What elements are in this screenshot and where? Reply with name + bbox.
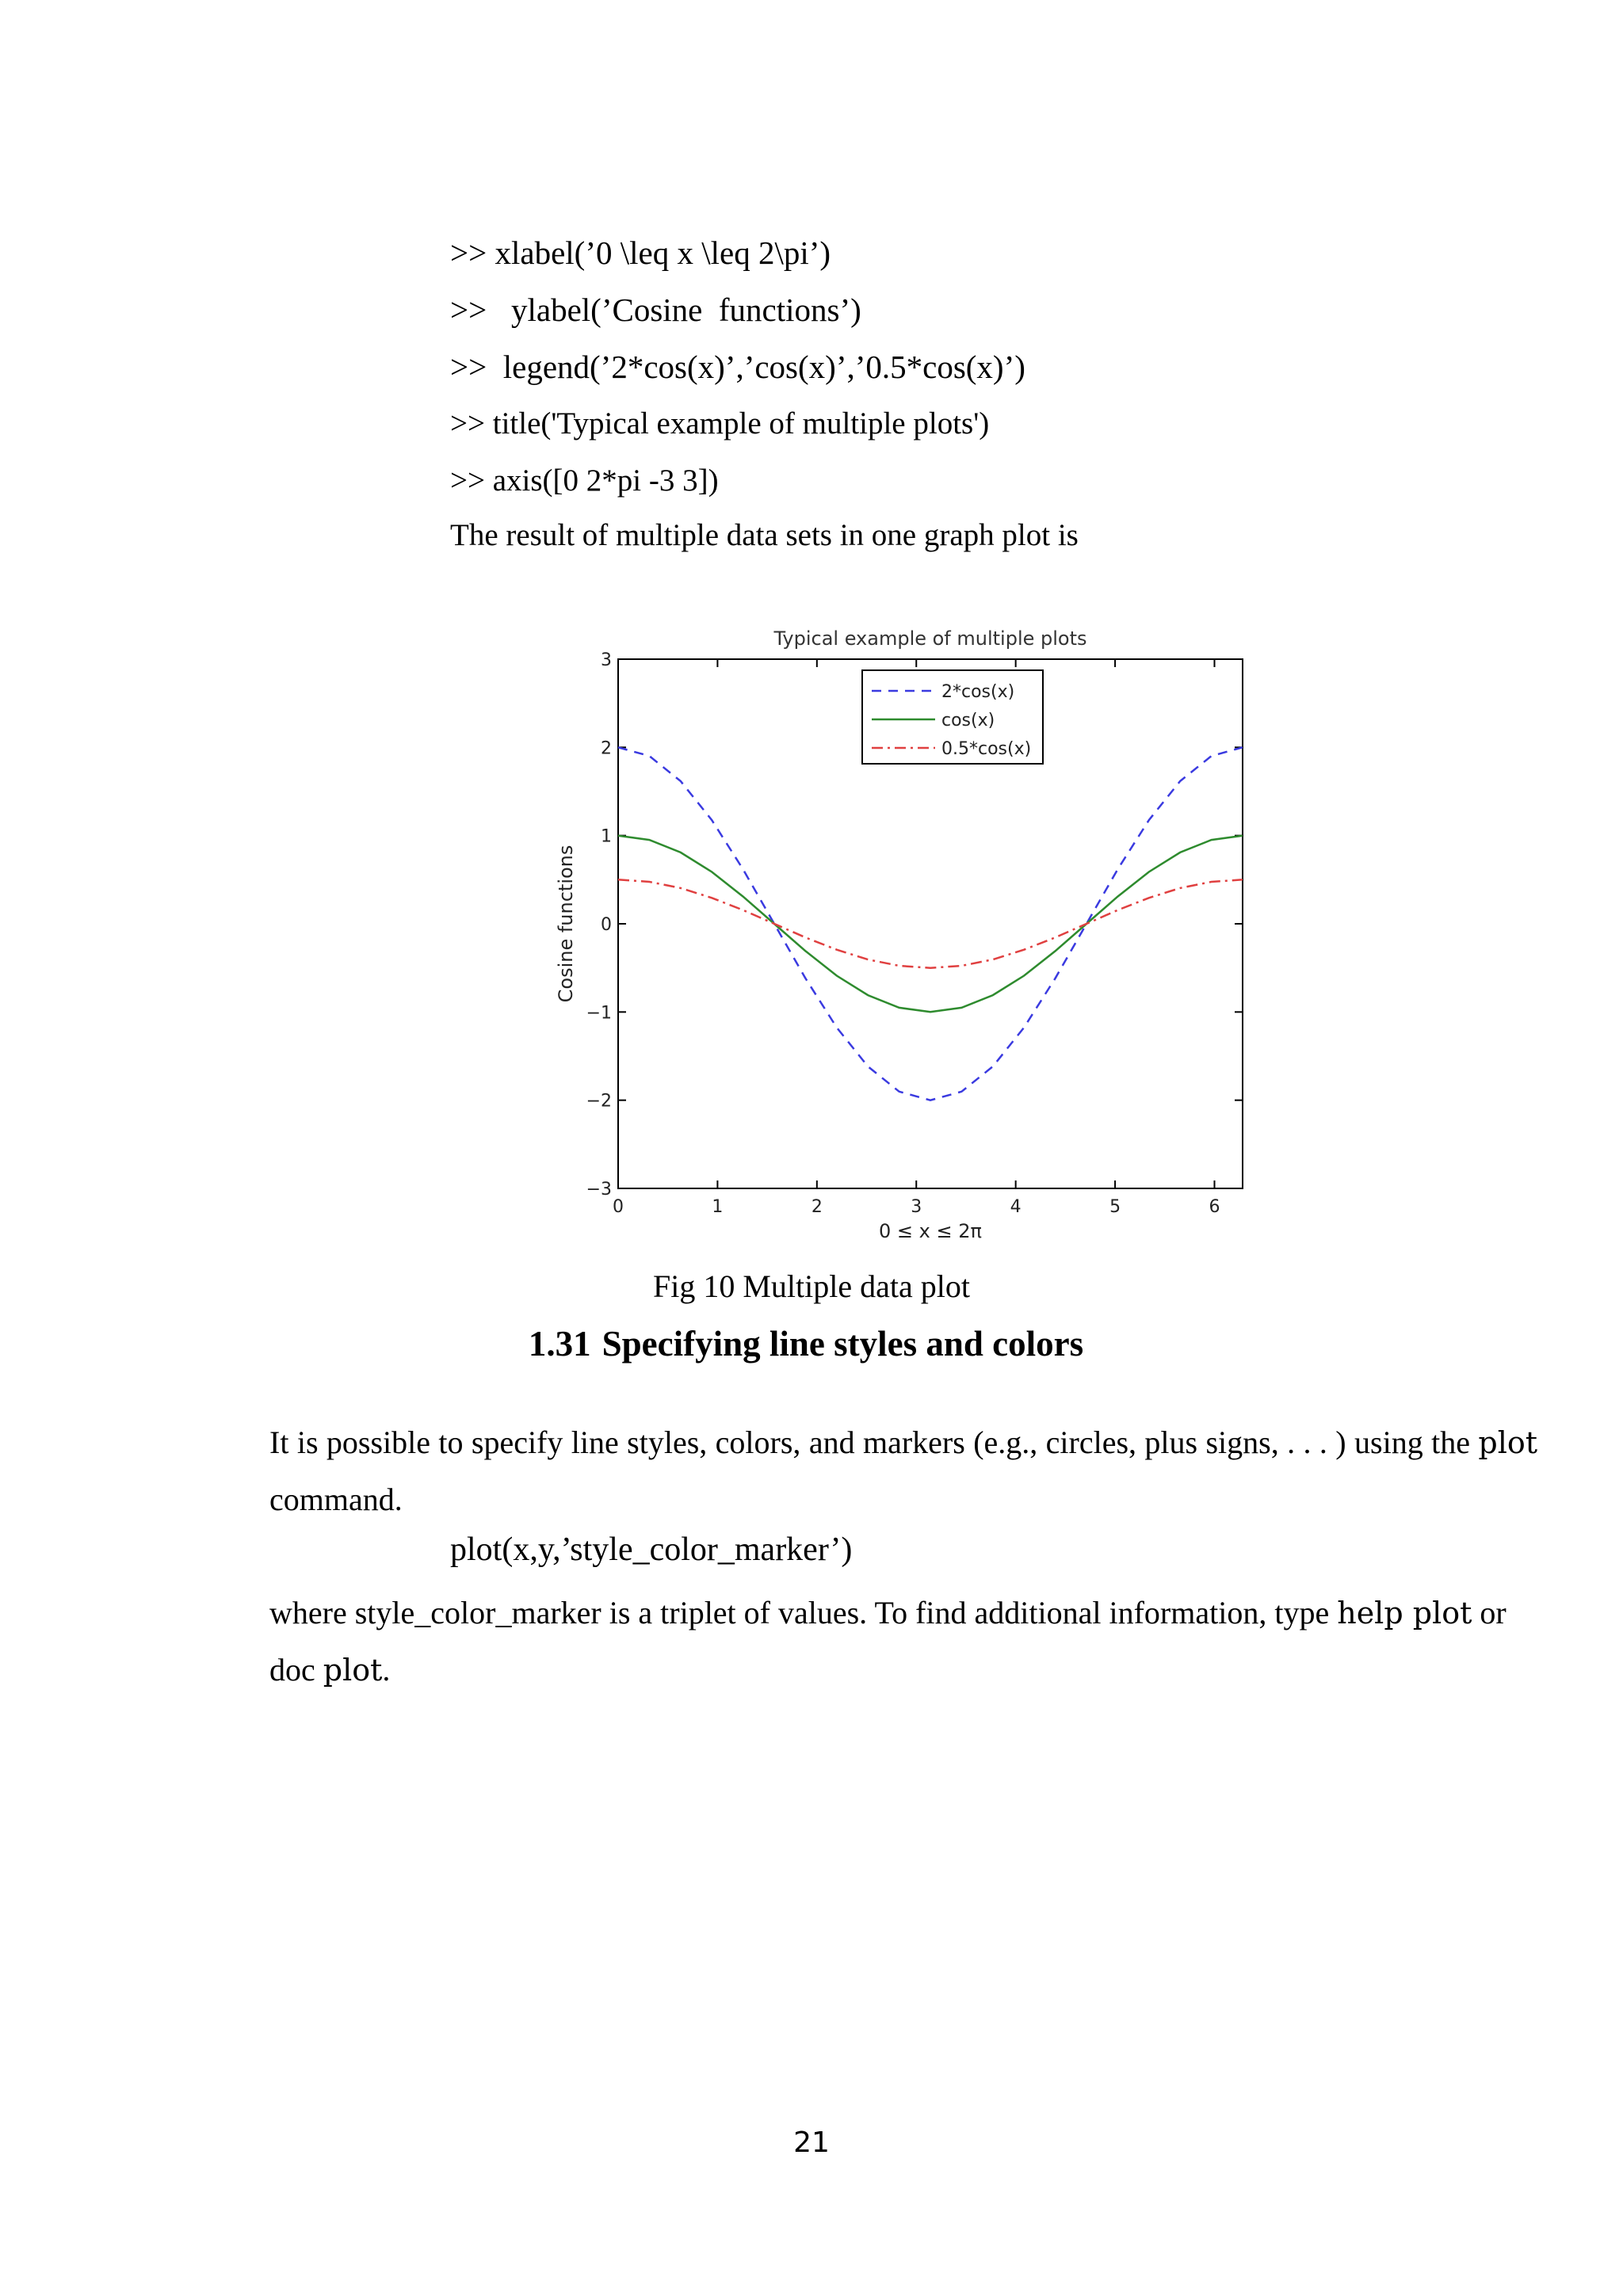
p1-code-plot: plot <box>1478 1425 1538 1460</box>
figure-caption: Fig 10 Multiple data plot <box>653 1268 970 1304</box>
p2-code-help: help plot <box>1337 1596 1472 1630</box>
x-tick-label: 5 <box>1109 1197 1121 1217</box>
section-title: Specifying line styles and colors <box>601 1324 1084 1363</box>
body-paragraph-2 <box>269 1585 1537 1699</box>
line-chart <box>545 618 1298 1252</box>
section-heading <box>0 1323 1623 1364</box>
body-paragraph-1 <box>269 1414 1537 1528</box>
y-tick-label: 3 <box>601 650 612 670</box>
chart-title: Typical example of multiple plots <box>773 627 1087 650</box>
x-tick-label: 6 <box>1209 1197 1220 1217</box>
x-tick-label: 1 <box>712 1197 724 1217</box>
multiple-plot-figure <box>545 618 1298 1252</box>
p2-text: where style_color_marker is a triplet of values. To find additional information, type <box>269 1595 1338 1630</box>
x-tick-label: 3 <box>911 1197 922 1217</box>
p1-tail: command. <box>269 1482 403 1517</box>
x-tick-label: 0 <box>613 1197 624 1217</box>
code-example: plot(x,y,’style_color_marker’) <box>450 1531 853 1568</box>
command-legend: >> legend(’2*cos(x)’,’cos(x)’,’0.5*cos(x)’) <box>450 349 1025 385</box>
chart-xlabel: 0 ≤ x ≤ 2π <box>879 1220 982 1242</box>
command-xlabel: >> xlabel(’0 \leq x \leq 2\pi’) <box>450 235 831 271</box>
p2-end: . <box>382 1652 391 1688</box>
intro-paragraph: The result of multiple data sets in one graph plot is <box>450 518 1079 552</box>
command-title: >> title('Typical example of multiple plots') <box>450 406 990 441</box>
y-tick-label: 1 <box>601 826 612 847</box>
y-tick-label: −2 <box>586 1091 612 1112</box>
y-tick-label: −1 <box>586 1003 612 1024</box>
chart-ylabel: Cosine functions <box>555 845 577 1003</box>
command-axis: >> axis([0 2*pi -3 3]) <box>450 463 719 498</box>
x-tick-label: 2 <box>811 1197 823 1217</box>
legend-label-2: cos(x) <box>941 711 995 730</box>
p2-code-plot: plot <box>323 1653 383 1688</box>
legend-label-1: 2*cos(x) <box>941 682 1015 702</box>
section-number: 1.31 <box>528 1324 591 1363</box>
y-tick-label: 0 <box>601 915 612 935</box>
p1-text: It is possible to specify line styles, colors, and markers (e.g., circles, plus signs, . . . ) using the <box>269 1425 1470 1460</box>
x-tick-label: 4 <box>1010 1197 1022 1217</box>
command-ylabel: >> ylabel(’Cosine functions’) <box>450 292 861 328</box>
page-number: 21 <box>793 2126 830 2159</box>
y-tick-label: −3 <box>586 1180 612 1199</box>
p2-mid: or doc <box>269 1595 1507 1688</box>
legend-label-3: 0.5*cos(x) <box>941 739 1032 759</box>
y-tick-label: 2 <box>601 738 612 759</box>
